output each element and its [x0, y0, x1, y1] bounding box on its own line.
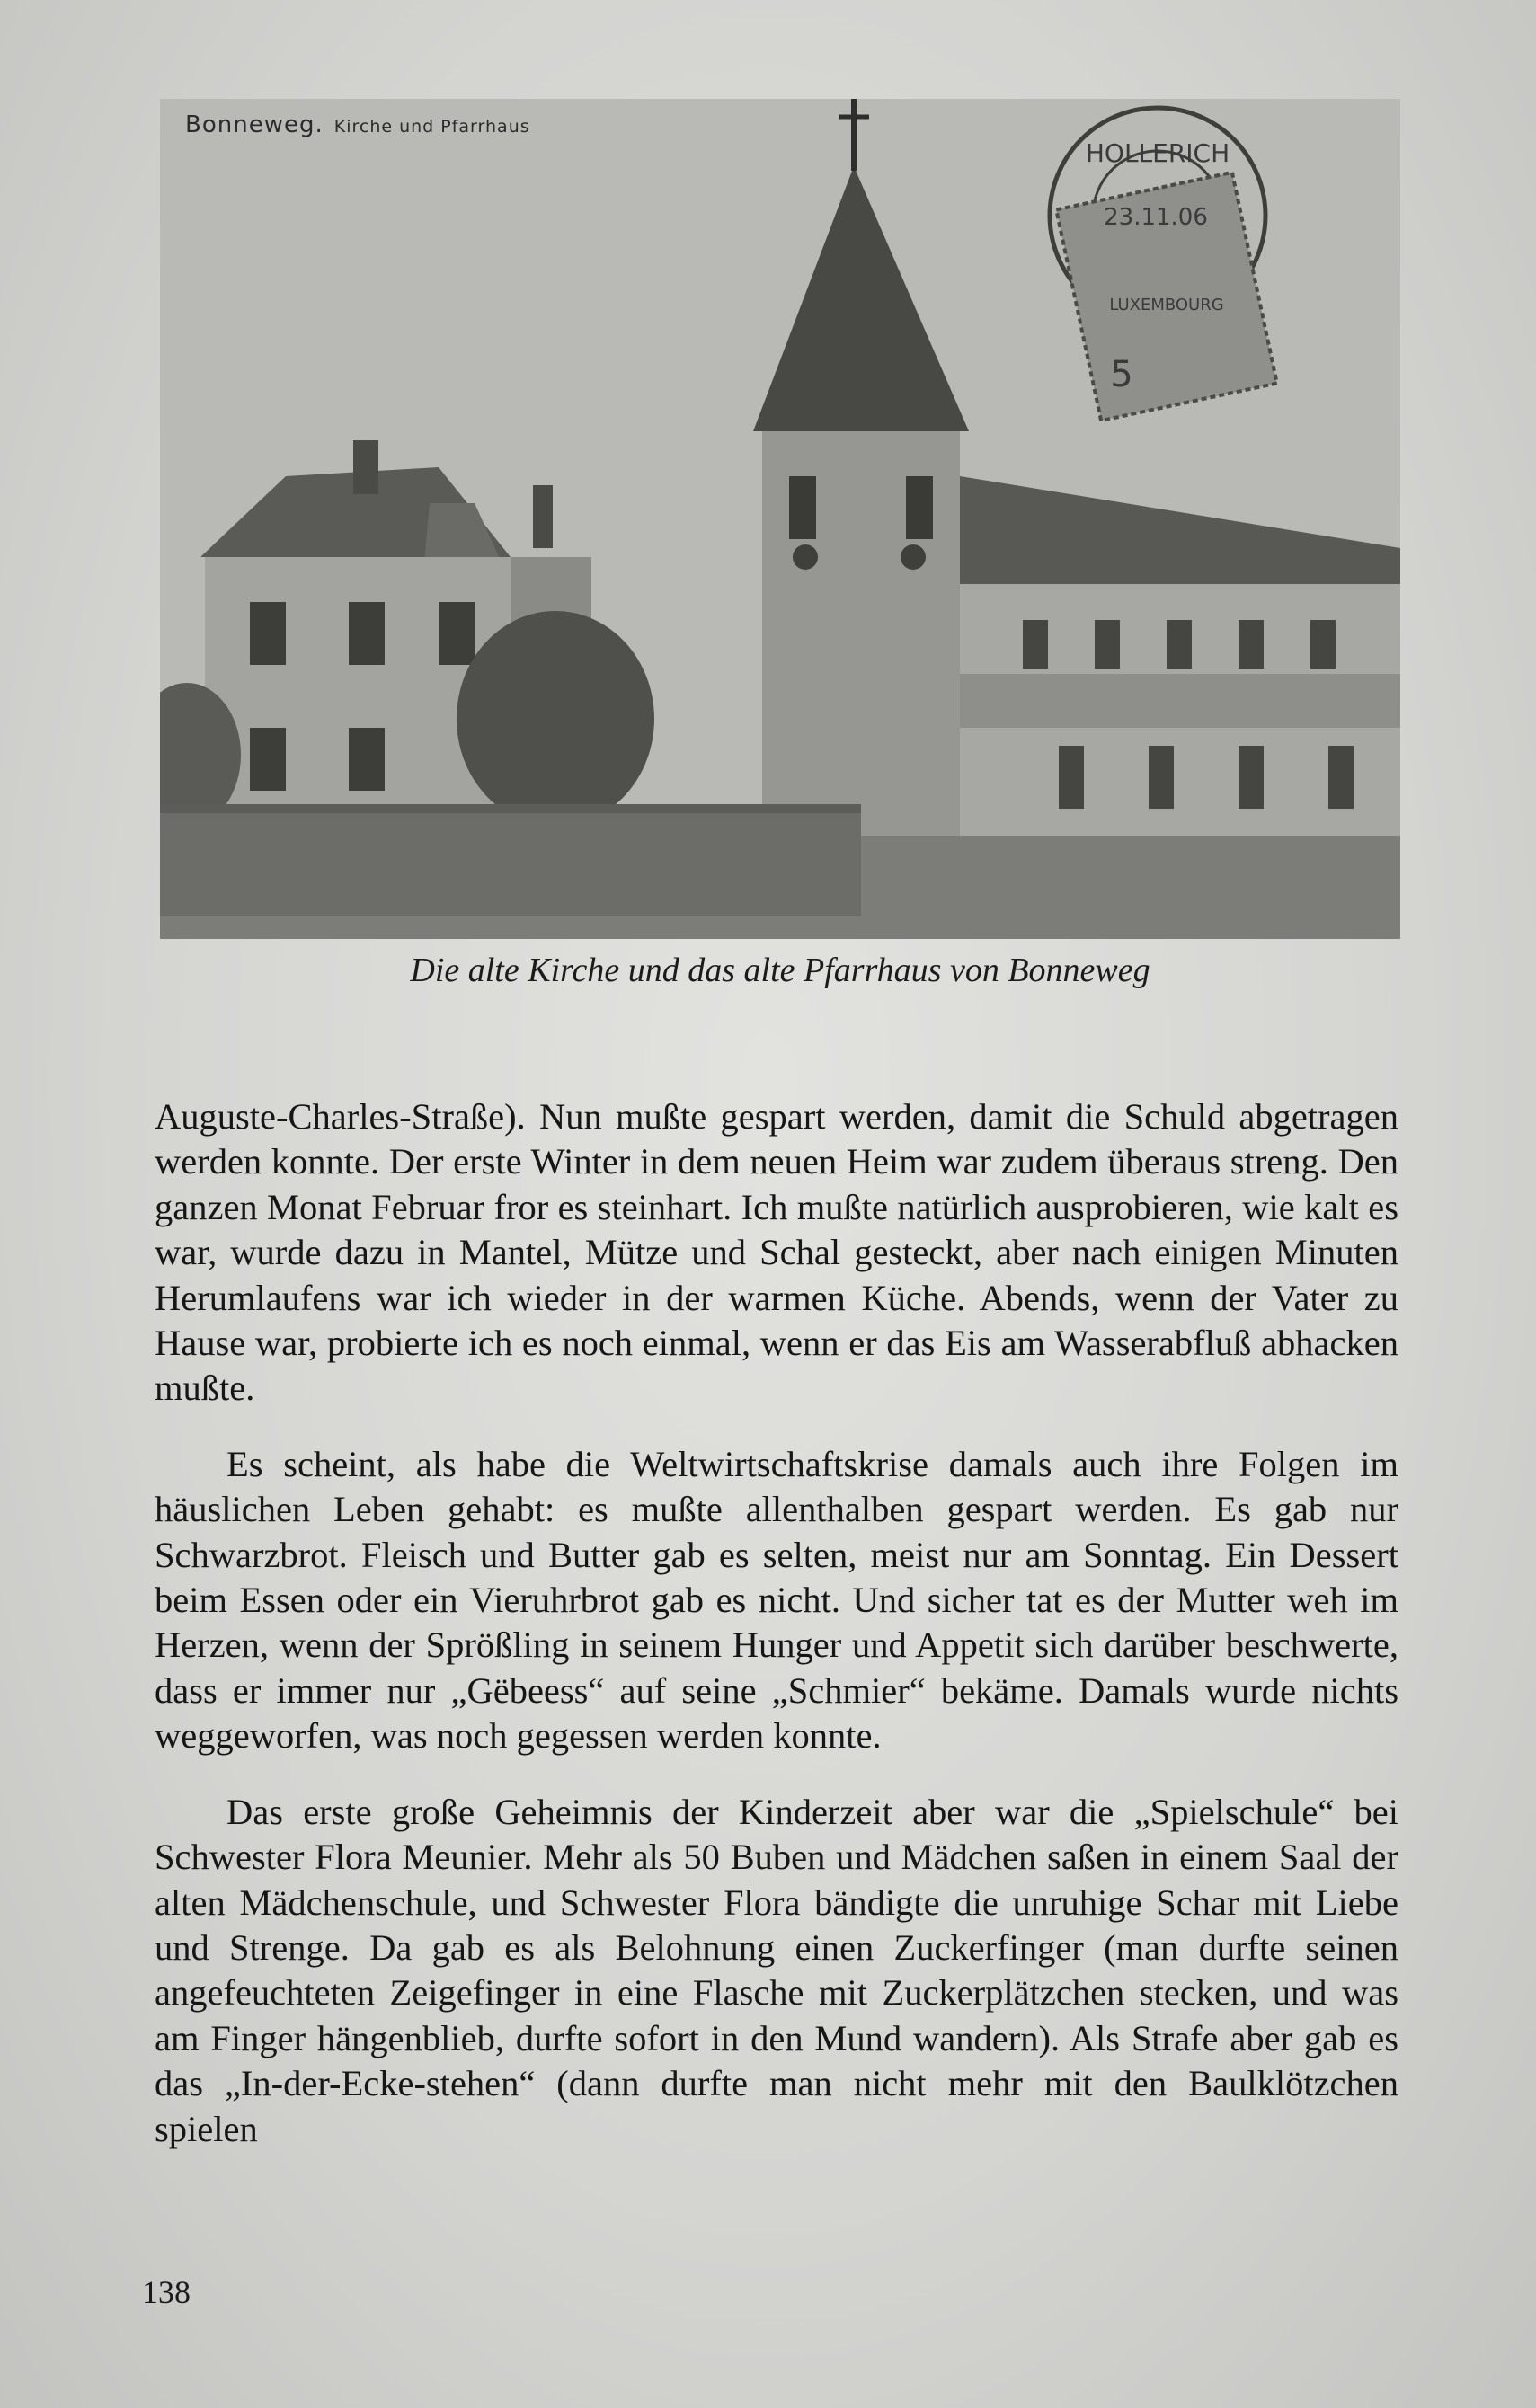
postmark-date: 23.11.06 [1104, 204, 1208, 231]
body-text [155, 1094, 1398, 2182]
page-number: 138 [142, 2274, 191, 2310]
postcard-caption [185, 111, 530, 138]
postcard-subtitle: Kirche und Pfarrhaus [333, 117, 530, 137]
paragraph: Das erste große Geheimnis der Kinderzeit aber war die „Spielschule“ bei Schwester Flora Meunier. Mehr als 50 Buben und Mädchen saßen in einem Saal der alten Mädchenschule, und Schwester Flora bändigte die unruhige Schar mit Liebe und Strenge. Da gab es als Belohnung einen Zuckerfinger (man durfte seinen angefeuchteten Zeigefinger in eine Flasche mit Zuckerplätzchen stecken, und was am Finger hängenblieb, durfte sofort in den Mund wandern). Als Strafe aber gab es das „In-der-Ecke-stehen“ (dann durfte man nicht mehr mit den Baulklötzchen spielen [155, 1791, 1398, 2149]
postmark-country: LUXEMBOURG [1109, 296, 1224, 314]
paragraph: Auguste-Charles-Straße). Nun mußte gespart werden, damit die Schuld abgetragen werden konnte. Der erste Winter in dem neuen Heim war zudem überaus streng. Den ganzen Monat Februar fror es steinhart. Ich mußte natürlich ausprobieren, wie kalt es war, wurde dazu in Mantel, Mütze und Schal gesteckt, aber nach einigen Minuten Herumlaufens war ich wieder in der warmen Küche. Abends, wenn der Vater zu Hause war, probierte ich es noch einmal, wenn er das Eis am Wasserabfluß abhacken mußte. [155, 1096, 1398, 1409]
church-and-rectory-illustration [160, 99, 1400, 939]
postmark-city: HOLLERICH [1085, 138, 1230, 168]
photo-caption: Die alte Kirche und das alte Pfarrhaus von Bonneweg [410, 952, 1150, 989]
stamp-value: 5 [1110, 354, 1133, 395]
postcard-photo [160, 99, 1400, 939]
paragraph: Es scheint, als habe die Weltwirtschaftskrise damals auch ihre Folgen im häuslichen Leben gehabt: es mußte allenthalben gespart werden. Es gab nur Schwarzbrot. Fleisch und Butter gab es selten, meist nur am Sonntag. Ein Dessert beim Essen oder ein Vieruhrbrot gab es nicht. Und sicher tat es der Mutter weh im Herzen, wenn der Sprößling in seinem Hunger und Appetit sich darüber beschwerte, dass er immer nur „Gëbeess“ auf seine „Schmier“ bekäme. Damals wurde nichts weggeworfen, was noch gegessen werden konnte. [155, 1443, 1398, 1757]
postcard-place: Bonneweg. [185, 111, 324, 138]
